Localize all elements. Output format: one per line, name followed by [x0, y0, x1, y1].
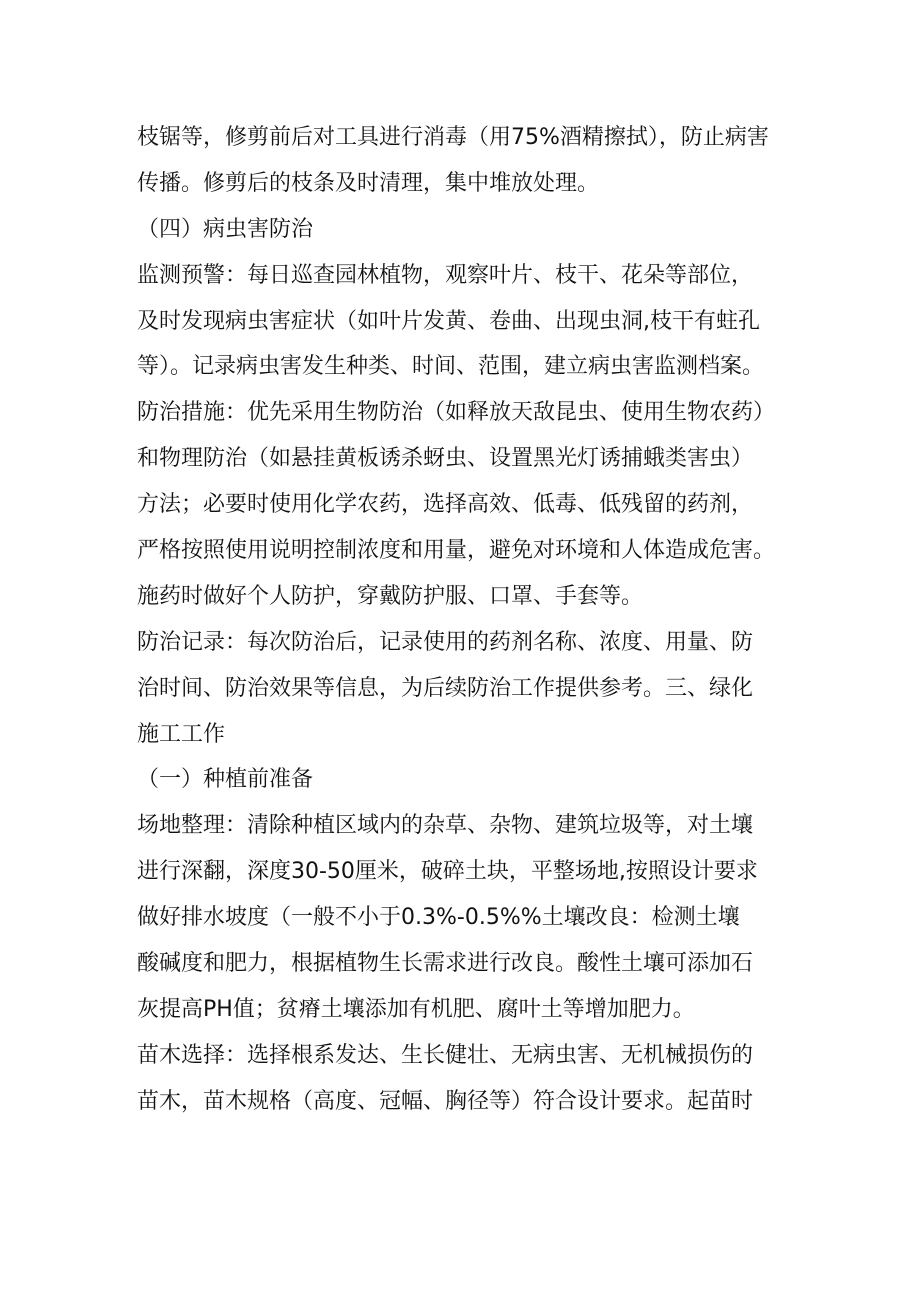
text-line: 和物理防治（如悬挂黄板诱杀蚜虫、设置黑光灯诱捕蛾类害虫） [137, 446, 754, 472]
text-line: 防治记录：每次防治后，记录使用的药剂名称、浓度、用量、防 [137, 629, 754, 655]
text-line: 治时间、防治效果等信息，为后续防治工作提供参考。三、绿化 [137, 675, 754, 701]
text-line: 等）。记录病虫害发生种类、时间、范围，建立病虫害监测档案。 [137, 354, 765, 380]
text-line: 枝锯等，修剪前后对工具进行消毒（用75%酒精擦拭），防止病害 [137, 125, 769, 150]
text-line: 苗木，苗木规格（高度、冠幅、胸径等）符合设计要求。起苗时 [137, 1088, 754, 1114]
text-line: 传播。修剪后的枝条及时清理，集中堆放处理。 [137, 170, 600, 196]
text-line: 灰提高PH值；贫瘠土壤添加有机肥、腐叶土等增加肥力。 [137, 996, 695, 1022]
text-line: 施药时做好个人防护，穿戴防护服、口罩、手套等。 [137, 583, 644, 609]
text-line: 方法；必要时使用化学农药，选择高效、低毒、低残留的药剂， [137, 492, 754, 518]
text-line: 监测预警：每日巡查园林植物，观察叶片、枝干、花朵等部位， [137, 262, 754, 288]
text-line: 及时发现病虫害症状（如叶片发黄、卷曲、出现虫洞,枝干有蛀孔 [137, 308, 760, 334]
document-body [137, 115, 797, 1125]
section-heading: （一）种植前准备 [137, 767, 314, 793]
text-line: 严格按照使用说明控制浓度和用量，避免对环境和人体造成危害。 [137, 538, 776, 564]
text-line: 苗木选择：选择根系发达、生长健壮、无病虫害、无机械损伤的 [137, 1042, 754, 1068]
text-line: 做好排水坡度（一般不小于0.3%-0.5%%土壤改良：检测土壤 [137, 905, 740, 931]
text-line: 酸碱度和肥力，根据植物生长需求进行改良。酸性土壤可添加石 [137, 951, 754, 977]
text-line: 进行深翻，深度30-50厘米，破碎土块，平整场地,按照设计要求 [137, 859, 758, 885]
text-line: 施工工作 [137, 721, 226, 747]
text-line: 场地整理：清除种植区域内的杂草、杂物、建筑垃圾等，对土壤 [137, 813, 754, 839]
text-line: 防治措施：优先采用生物防治（如释放天敌昆虫、使用生物农药） [137, 400, 776, 426]
section-heading: （四）病虫害防治 [137, 216, 314, 242]
